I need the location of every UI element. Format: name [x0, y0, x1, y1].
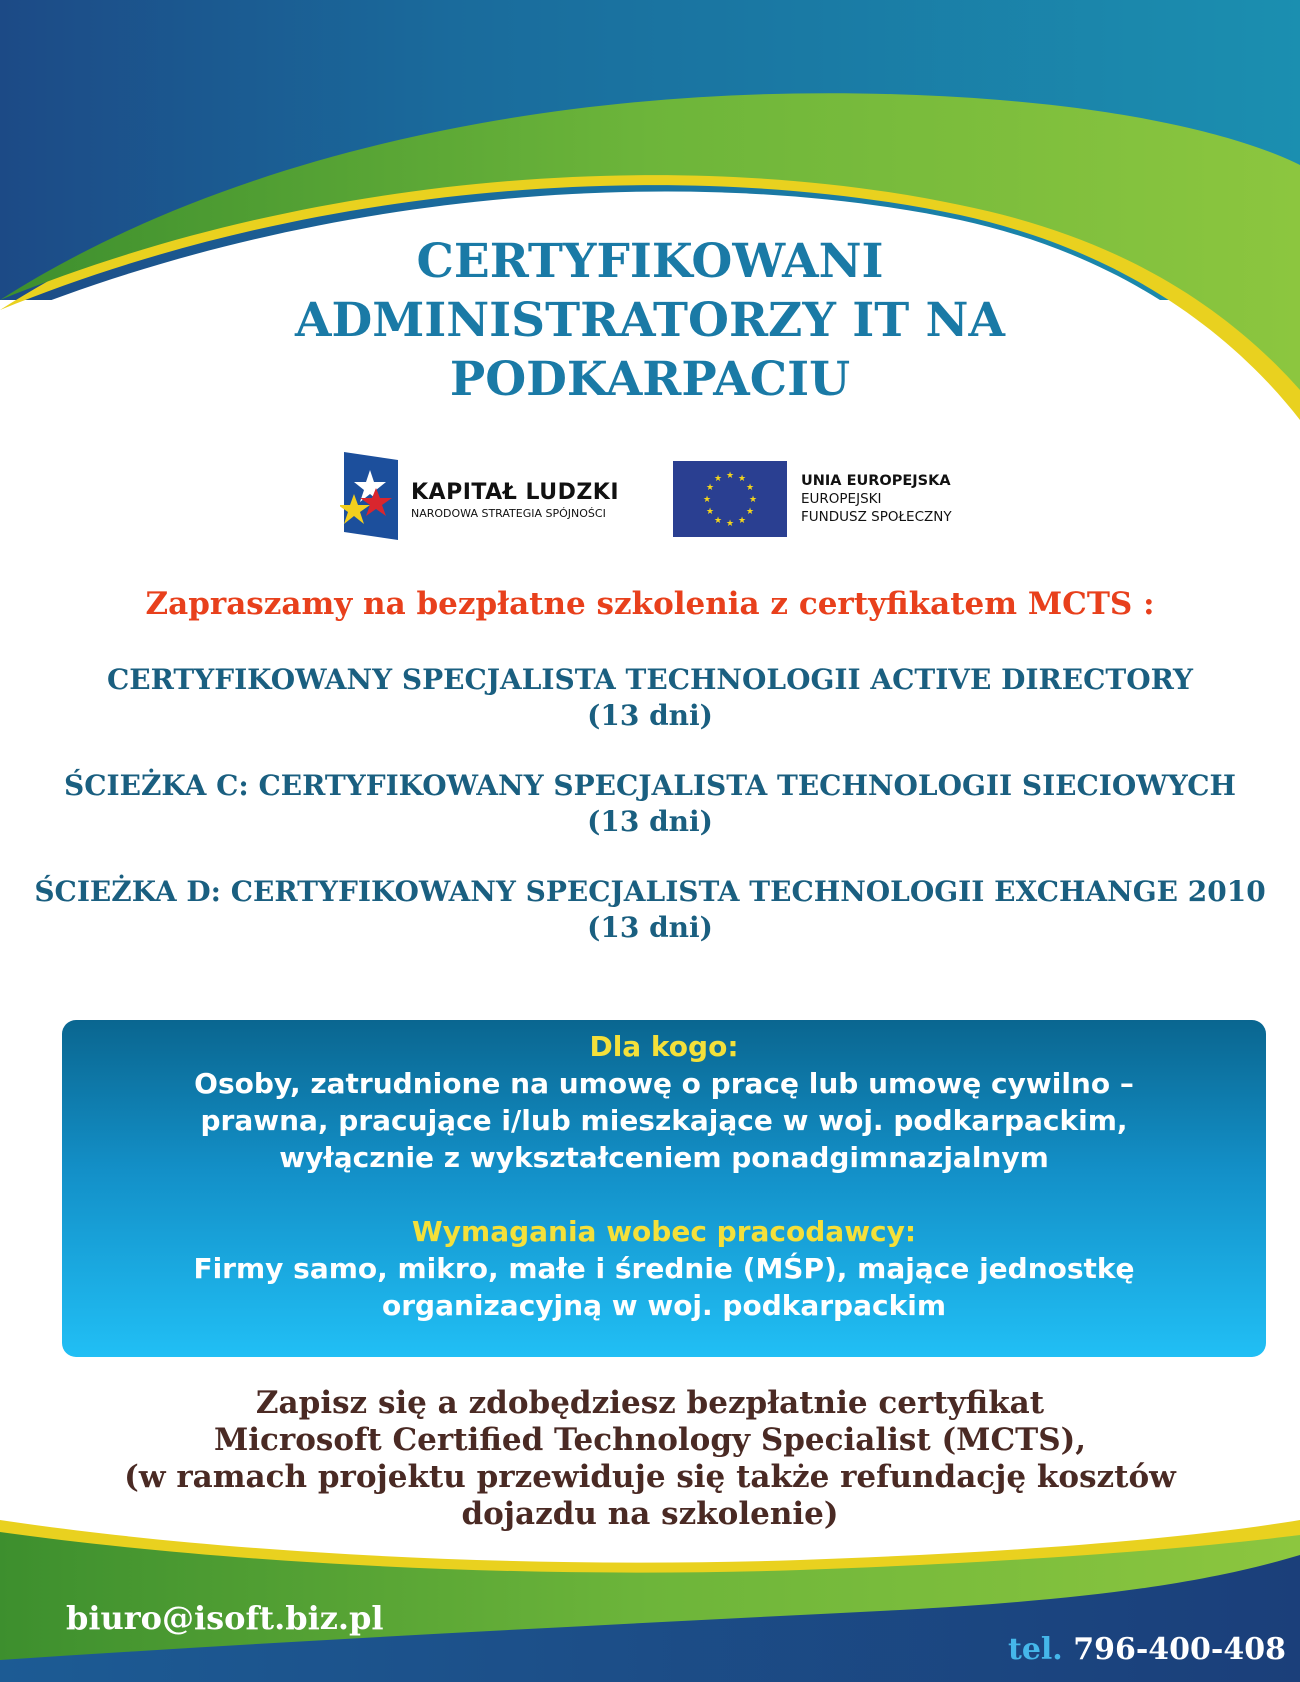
contact-email-link[interactable]: biuro@isoft.biz.pl — [66, 1599, 384, 1637]
contact-phone[interactable] — [1008, 1632, 1286, 1667]
for-whom-heading: Dla kogo: — [589, 1030, 739, 1063]
signup-line: dojazdu na szkolenie) — [461, 1496, 839, 1532]
kapital-ludzki-text — [411, 480, 619, 520]
course-item — [0, 662, 1300, 734]
svg-text:★: ★ — [705, 507, 715, 517]
eu-line-1: UNIA EUROPEJSKA — [801, 473, 951, 489]
eu-text — [801, 472, 952, 526]
course-duration: (13 dni) — [587, 805, 713, 838]
for-whom-line: prawna, pracujące i/lub mieszkające w woj. podkarpackim, — [200, 1104, 1128, 1137]
eu-flag-icon — [673, 461, 787, 537]
svg-text:★: ★ — [725, 471, 735, 481]
phone-label: tel. — [1007, 1632, 1063, 1667]
svg-text:★: ★ — [705, 483, 715, 493]
page-title — [0, 232, 1300, 409]
svg-text:★: ★ — [737, 474, 747, 484]
svg-text:★: ★ — [725, 519, 735, 529]
course-name: CERTYFIKOWANY SPECJALISTA TECHNOLOGII ACTIVE DIRECTORY — [106, 663, 1194, 696]
eligibility-box — [62, 1020, 1266, 1357]
funding-logos — [0, 450, 1300, 550]
svg-text:★: ★ — [713, 516, 723, 526]
title-line-2: ADMINISTRATORZY IT NA — [294, 293, 1005, 348]
course-duration: (13 dni) — [587, 699, 713, 732]
for-whom-section — [62, 1020, 1266, 1176]
svg-text:★: ★ — [702, 495, 712, 505]
course-item — [0, 874, 1300, 946]
course-name: ŚCIEŻKA D: CERTYFIKOWANY SPECJALISTA TECHNOLOGII EXCHANGE 2010 — [34, 875, 1266, 908]
signup-line: Zapisz się a zdobędziesz bezpłatnie certyfikat — [255, 1385, 1045, 1421]
title-line-1: CERTYFIKOWANI — [416, 234, 884, 289]
course-name: ŚCIEŻKA C: CERTYFIKOWANY SPECJALISTA TECHNOLOGII SIECIOWYCH — [64, 769, 1236, 802]
course-list — [0, 662, 1300, 980]
for-whom-line: Osoby, zatrudnione na umowę o pracę lub umowę cywilno – — [194, 1067, 1134, 1100]
requirements-line: Firmy samo, mikro, małe i średnie (MŚP), mające jednostkę — [193, 1252, 1135, 1285]
phone-number: 796-400-408 — [1073, 1632, 1286, 1667]
requirements-section — [62, 1176, 1266, 1324]
svg-text:★: ★ — [745, 507, 755, 517]
course-item — [0, 768, 1300, 840]
eu-line-2: EUROPEJSKI — [801, 491, 882, 507]
requirements-line: organizacyjną w woj. podkarpackim — [381, 1289, 946, 1322]
svg-text:★: ★ — [745, 483, 755, 493]
course-duration: (13 dni) — [587, 911, 713, 944]
svg-text:★: ★ — [713, 474, 723, 484]
kapital-ludzki-subtitle: NARODOWA STRATEGIA SPÓJNOŚCI — [411, 507, 606, 520]
signup-text — [0, 1385, 1300, 1533]
title-line-3: PODKARPACIU — [449, 352, 851, 407]
signup-line: (w ramach projektu przewiduje się także refundację kosztów — [124, 1459, 1176, 1495]
svg-text:★: ★ — [748, 495, 758, 505]
requirements-heading: Wymagania wobec pracodawcy: — [411, 1215, 917, 1248]
invite-heading: Zapraszamy na bezpłatne szkolenia z certyfikatem MCTS : — [145, 586, 1155, 622]
eu-line-3: FUNDUSZ SPOŁECZNY — [801, 509, 952, 525]
for-whom-line: wyłącznie z wykształceniem ponadgimnazjalnym — [279, 1141, 1049, 1174]
signup-line: Microsoft Certified Technology Specialist (MCTS), — [213, 1422, 1087, 1458]
kapital-ludzki-logo-icon — [340, 450, 402, 542]
svg-text:★: ★ — [737, 516, 747, 526]
kapital-ludzki-name: KAPITAŁ LUDZKI — [411, 480, 620, 505]
